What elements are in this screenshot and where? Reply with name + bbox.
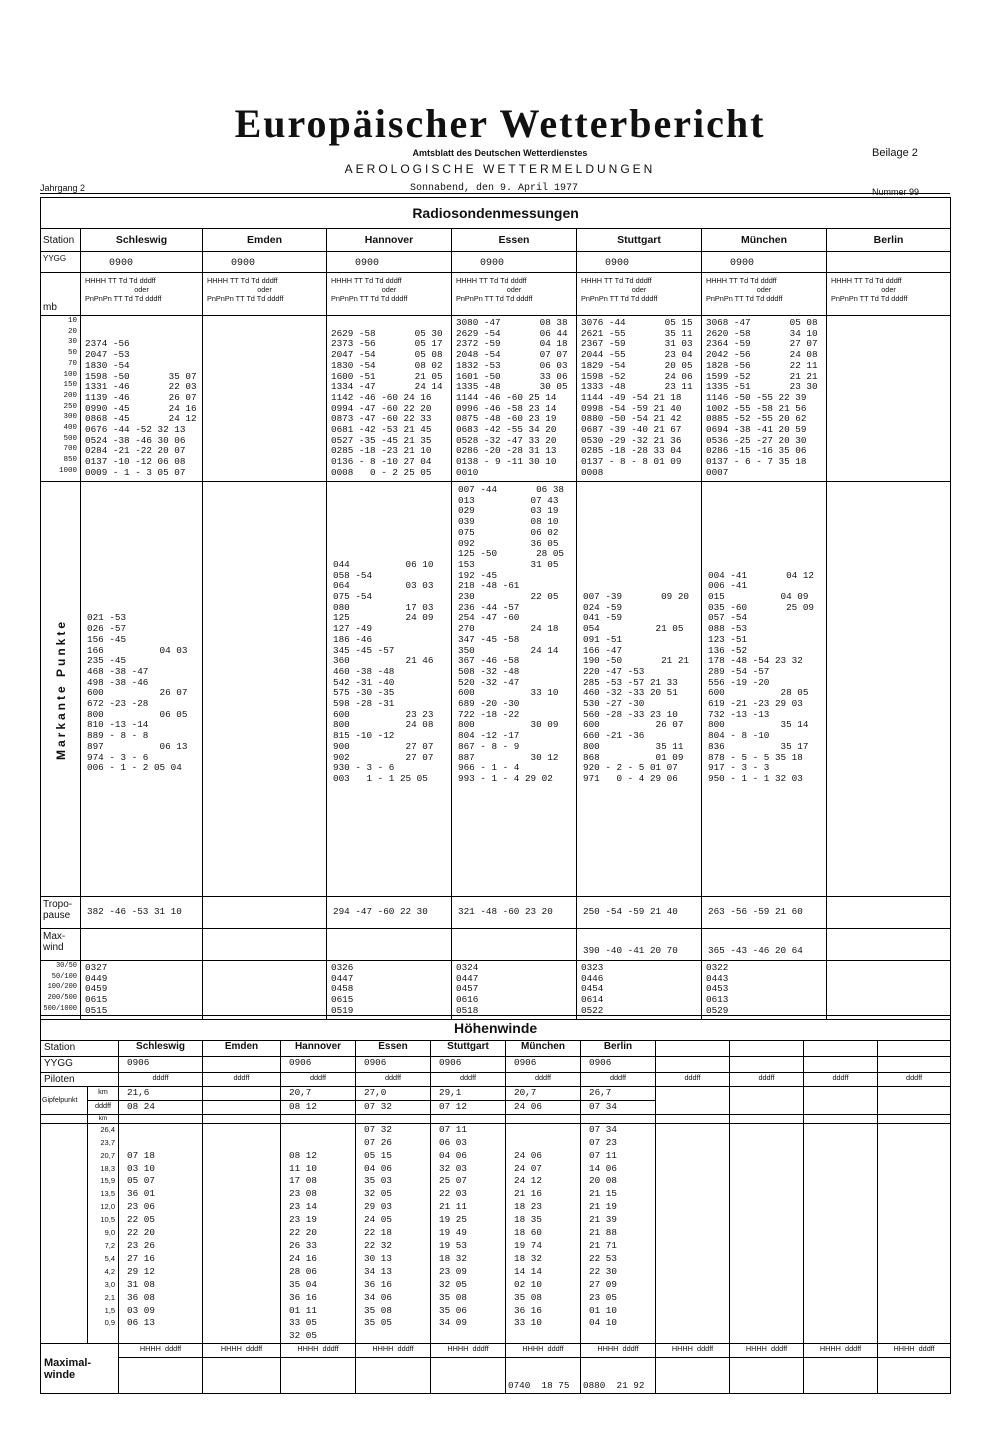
standard-levels: 3076 -44 05 15 2621 -55 35 11 2367 -59 31 03 2044 -55 23 04 1829 -54 20 05 1598 -52 24 06 1333 -48 23 11 1144 -49 -54 21 18 0998 -54 -59 21 40 0880 -50 -54 21 42 0687 -39 -40 21 67 0530 -29 -32 21 36 0285 -18 -28 33 04 0137 - 8 - 8 01 09 0008 <box>577 316 702 482</box>
gipfel-dddff <box>203 1100 281 1114</box>
hoehenwinde-table <box>40 1015 951 1394</box>
station-name: München <box>506 1041 581 1057</box>
dddff-header: dddff <box>431 1073 506 1087</box>
tropopause-value: 294 -47 -60 22 30 <box>327 897 452 929</box>
jahrgang-label: Jahrgang 2 <box>40 183 86 193</box>
wind-values: 24 06 24 07 24 12 21 16 18 23 18 35 18 60 19 74 18 32 14 14 02 10 35 08 36 16 33 10 <box>506 1123 581 1343</box>
hhhh-dddff-header: HHHH dddff <box>804 1344 878 1358</box>
gipfel-dddff: 08 24 <box>119 1100 203 1114</box>
wind-values: 08 12 11 10 17 08 23 08 23 14 23 19 22 20 26 33 24 16 28 06 35 04 36 16 01 11 33 05 32 05 <box>281 1123 356 1343</box>
tropopause-value: 382 -46 -53 31 10 <box>81 897 203 929</box>
significant-points: 044 06 10 058 -54 064 03 03 075 -54 080 17 03 125 24 09 127 -49 186 -46 345 -45 -57 360 21 46 460 -38 -48 542 -31 -40 575 -30 -35 598 -28 -31 600 23 23 800 24 08 815 -10 -12 900 27 07 902 27 07 930 - 3 - 6 003 1 - 1 25 05 <box>327 482 452 897</box>
maxwind-value <box>203 929 327 961</box>
date-label: Sonnabend, den 9. April 1977 <box>410 183 579 194</box>
obs-time: 0900 <box>452 252 577 273</box>
wind-values: 07 32 07 26 05 15 04 06 35 03 32 05 29 03 24 05 22 18 22 32 30 13 34 13 36 16 34 06 35 08 35 05 <box>356 1123 431 1343</box>
radiosonde-title: Radiosondenmessungen <box>41 198 951 229</box>
maxwind-value <box>327 929 452 961</box>
standard-levels: 2629 -58 05 30 2373 -56 05 17 2047 -54 05 08 1830 -54 08 02 1600 -51 21 05 1334 -47 24 14 1142 -46 -60 24 16 0994 -47 -60 22 20 0873 -47 -60 22 33 0681 -42 -53 21 45 0527 -35 -45 21 35 0285 -18 -23 21 10 0136 - 8 -10 27 04 0008 0 - 2 25 05 <box>327 316 452 482</box>
significant-points <box>203 482 327 897</box>
gipfel-dddff: 07 32 <box>356 1100 431 1114</box>
significant-points: 021 -53 026 -57 156 -45 166 04 03 235 -45 468 -38 -47 498 -38 -46 600 26 07 672 -23 -28 800 06 05 810 -13 -14 889 - 8 - 8 897 06 13 974 - 3 - 6 006 - 1 - 2 05 04 <box>81 482 203 897</box>
station-name: Emden <box>203 1041 281 1057</box>
significant-points: 004 -41 04 12 006 -41 015 04 09 035 -60 25 09 057 -54 088 -53 123 -51 136 -52 178 -48 -54 23 32 289 -54 -57 556 -19 -20 600 28 05 619 -21 -23 29 03 732 -13 -13 800 35 14 804 - 8 -10 836 35 17 878 - 5 - 5 35 18 917 - 3 - 3 950 - 1 - 1 32 03 <box>702 482 827 897</box>
wind-values: 07 11 06 03 04 06 32 03 25 07 22 03 21 11 19 25 19 49 19 53 18 32 23 09 32 05 35 08 35 06 34 09 <box>431 1123 506 1343</box>
wind-layer-values: 0326 0447 0458 0615 0519 <box>327 961 452 1020</box>
station-name: München <box>702 229 827 252</box>
station-name: Stuttgart <box>431 1041 506 1057</box>
maxwind-value: 365 -43 -46 20 64 <box>702 929 827 961</box>
dddff-label: dddff <box>88 1100 119 1114</box>
dddff-header: dddff <box>506 1073 581 1087</box>
mb-label: mb <box>41 273 81 316</box>
maxwind-label: Max- wind <box>41 929 81 961</box>
standard-levels: 2374 -56 2047 -53 1830 -54 1598 -50 35 07 1331 -46 22 03 1139 -46 26 07 0990 -45 24 16 0868 -45 24 12 0676 -44 -52 32 13 0524 -38 -46 30 06 0284 -21 -22 20 07 0137 -10 -12 06 08 0009 - 1 - 3 05 07 <box>81 316 203 482</box>
obs-time: 0906 <box>119 1057 203 1073</box>
hhhh-dddff-header: HHHH dddff <box>356 1344 431 1358</box>
gipfel-km: 27,0 <box>356 1087 431 1101</box>
obs-time: 0900 <box>327 252 452 273</box>
standard-levels <box>203 316 327 482</box>
km-col-label: km <box>88 1114 119 1123</box>
pressure-levels: 10 20 30 50 70 100 150 200 250 300 400 500 700 850 1000 <box>41 316 81 482</box>
divider <box>40 193 950 194</box>
column-header: HHHH TT Td Td dddff oder PnPnPn TT Td Td dddff <box>827 273 951 316</box>
gipfelpunkt-label: Gipfelpunkt <box>41 1087 88 1115</box>
wind-values <box>203 1123 281 1343</box>
obs-time: 0906 <box>431 1057 506 1073</box>
obs-time: 0900 <box>577 252 702 273</box>
standard-levels <box>827 316 951 482</box>
gipfel-km: 26,7 <box>581 1087 656 1101</box>
standard-levels: 3080 -47 08 38 2629 -54 06 44 2372 -59 04 18 2048 -54 07 07 1832 -53 06 03 1601 -50 33 06 1335 -48 30 05 1144 -46 -60 25 14 0996 -46 -58 23 14 0875 -48 -60 23 19 0683 -42 -55 34 20 0528 -32 -47 33 20 0286 -20 -28 31 13 0138 - 9 -11 30 10 0010 <box>452 316 577 482</box>
gipfel-dddff: 07 12 <box>431 1100 506 1114</box>
hoehenwinde-title: Höhenwinde <box>41 1016 951 1041</box>
column-header: HHHH TT Td Td dddff oder PnPnPn TT Td Td dddff <box>203 273 327 316</box>
yygg-label: YYGG <box>41 1057 119 1073</box>
maxwind-value <box>827 929 951 961</box>
significant-points: 007 -44 06 38 013 07 43 029 03 19 039 08 10 075 06 02 092 36 05 125 -50 28 05 153 31 05 192 -45 218 -48 -61 230 22 05 236 -44 -57 254 -47 -60 270 24 18 347 -45 -58 350 24 14 367 -46 -58 508 -32 -48 520 -32 -47 600 33 10 689 -20 -30 722 -18 -22 800 30 09 804 -12 -17 867 - 8 - 9 887 30 12 966 - 1 - 4 993 - 1 - 4 29 02 <box>452 482 577 897</box>
tropopause-value <box>827 897 951 929</box>
standard-levels: 3068 -47 05 08 2620 -58 34 10 2364 -59 27 07 2042 -56 24 08 1828 -56 22 11 1599 -52 21 21 1335 -51 23 30 1146 -50 -55 22 39 1002 -55 -58 21 56 0885 -52 -55 20 62 0694 -38 -41 20 59 0536 -25 -27 20 30 0286 -15 -16 35 06 0137 - 6 - 7 35 18 0007 <box>702 316 827 482</box>
dddff-header: dddff <box>656 1073 730 1087</box>
obs-time: 0906 <box>581 1057 656 1073</box>
maxwind-value <box>81 929 203 961</box>
obs-time: 0906 <box>506 1057 581 1073</box>
maxwind-value <box>452 929 577 961</box>
column-header: HHHH TT Td Td dddff oder PnPnPn TT Td Td dddff <box>81 273 203 316</box>
tropopause-value: 321 -48 -60 23 20 <box>452 897 577 929</box>
gipfel-km: 29,1 <box>431 1087 506 1101</box>
hhhh-dddff-header: HHHH dddff <box>581 1344 656 1358</box>
dddff-header: dddff <box>356 1073 431 1087</box>
column-header: HHHH TT Td Td dddff oder PnPnPn TT Td Td dddff <box>452 273 577 316</box>
hhhh-dddff-header: HHHH dddff <box>730 1344 804 1358</box>
piloten-label: Piloten <box>41 1073 119 1087</box>
km-label: km <box>88 1087 119 1101</box>
wind-layer-values: 0323 0446 0454 0614 0522 <box>577 961 702 1020</box>
obs-time <box>203 1057 281 1073</box>
obs-time: 0900 <box>702 252 827 273</box>
gipfel-dddff: 24 06 <box>506 1100 581 1114</box>
station-name: Essen <box>356 1041 431 1057</box>
obs-time: 0906 <box>281 1057 356 1073</box>
hhhh-dddff-header: HHHH dddff <box>506 1344 581 1358</box>
obs-time <box>827 252 951 273</box>
max-wind-berlin: 0880 21 92 <box>581 1358 656 1394</box>
dddff-header: dddff <box>581 1073 656 1087</box>
gipfel-km: 21,6 <box>119 1087 203 1101</box>
hhhh-dddff-header: HHHH dddff <box>878 1344 951 1358</box>
tropopause-value: 263 -56 -59 21 60 <box>702 897 827 929</box>
gipfel-dddff: 08 12 <box>281 1100 356 1114</box>
station-label: Station <box>41 229 81 252</box>
max-wind-muenchen: 0740 18 75 <box>506 1358 581 1394</box>
dddff-header: dddff <box>878 1073 951 1087</box>
radiosonde-table <box>40 197 951 1020</box>
station-name: Schleswig <box>81 229 203 252</box>
significant-points: 007 -39 09 20 024 -59 041 -59 054 21 05 091 -51 166 -47 190 -50 21 21 220 -47 -53 285 -53 -57 21 33 460 -32 -33 20 51 530 -27 -30 560 -28 -33 23 10 600 26 07 660 -21 -36 800 35 11 868 01 09 920 - 2 - 5 01 07 971 0 - 4 29 06 <box>577 482 702 897</box>
dddff-header: dddff <box>730 1073 804 1087</box>
station-label: Station <box>41 1041 119 1057</box>
obs-time: 0906 <box>356 1057 431 1073</box>
wind-layer-values: 0322 0443 0453 0613 0529 <box>702 961 827 1020</box>
dddff-header: dddff <box>804 1073 878 1087</box>
wind-layer-values: 0327 0449 0459 0615 0515 <box>81 961 203 1020</box>
maximalwinde-label: Maximal- winde <box>41 1344 119 1394</box>
tropopause-value <box>203 897 327 929</box>
hhhh-dddff-header: HHHH dddff <box>656 1344 730 1358</box>
station-name: Berlin <box>581 1041 656 1057</box>
dddff-header: dddff <box>119 1073 203 1087</box>
wind-values: 07 18 03 10 05 07 36 01 23 06 22 05 22 20 23 26 27 16 29 12 31 08 36 08 03 09 06 13 <box>119 1123 203 1343</box>
station-name: Hannover <box>281 1041 356 1057</box>
station-name: Essen <box>452 229 577 252</box>
issue-number: Nummer 99 <box>872 187 920 197</box>
station-name: Hannover <box>327 229 452 252</box>
markante-punkte-label: Markante Punkte <box>41 482 81 897</box>
hhhh-dddff-header: HHHH dddff <box>119 1344 203 1358</box>
gipfel-km: 20,7 <box>506 1087 581 1101</box>
gipfel-km <box>203 1087 281 1101</box>
maxwind-value: 390 -40 -41 20 70 <box>577 929 702 961</box>
yygg-label: YYGG <box>41 252 81 273</box>
hhhh-dddff-header: HHHH dddff <box>203 1344 281 1358</box>
dddff-header: dddff <box>281 1073 356 1087</box>
wind-layer-labels: 30/50 50/100 100/200 200/500 500/1000 <box>41 961 81 1020</box>
column-header: HHHH TT Td Td dddff oder PnPnPn TT Td Td dddff <box>702 273 827 316</box>
station-name: Berlin <box>827 229 951 252</box>
section-heading: AEROLOGISCHE WETTERMELDUNGEN <box>344 162 656 176</box>
station-name: Emden <box>203 229 327 252</box>
tropopause-label: Tropo- pause <box>41 897 81 929</box>
gipfel-dddff: 07 34 <box>581 1100 656 1114</box>
hhhh-dddff-header: HHHH dddff <box>431 1344 506 1358</box>
km-levels: 26,4 23,7 20,7 18,3 15,9 13,5 12,0 10,5 9,0 7,2 5,4 4,2 3,0 2,1 1,5 0,9 <box>88 1123 119 1343</box>
wind-layer-values <box>827 961 951 1020</box>
wind-values: 07 34 07 23 07 11 14 06 20 08 21 15 21 19 21 39 21 88 21 71 22 53 22 30 27 09 23 05 01 10 04 10 <box>581 1123 656 1343</box>
column-header: HHHH TT Td Td dddff oder PnPnPn TT Td Td dddff <box>577 273 702 316</box>
obs-time: 0900 <box>81 252 203 273</box>
dddff-header: dddff <box>203 1073 281 1087</box>
beilage-label: Beilage 2 <box>872 147 918 159</box>
significant-points <box>827 482 951 897</box>
wind-layer-values <box>203 961 327 1020</box>
station-name: Stuttgart <box>577 229 702 252</box>
tropopause-value: 250 -54 -59 21 40 <box>577 897 702 929</box>
column-header: HHHH TT Td Td dddff oder PnPnPn TT Td Td dddff <box>327 273 452 316</box>
wind-layer-values: 0324 0447 0457 0616 0518 <box>452 961 577 1020</box>
subtitle: Amtsblatt des Deutschen Wetterdienstes <box>412 148 588 158</box>
hhhh-dddff-header: HHHH dddff <box>281 1344 356 1358</box>
page-title: Europäischer Wetterbericht <box>234 101 766 146</box>
station-name: Schleswig <box>119 1041 203 1057</box>
gipfel-km: 20,7 <box>281 1087 356 1101</box>
obs-time: 0900 <box>203 252 327 273</box>
